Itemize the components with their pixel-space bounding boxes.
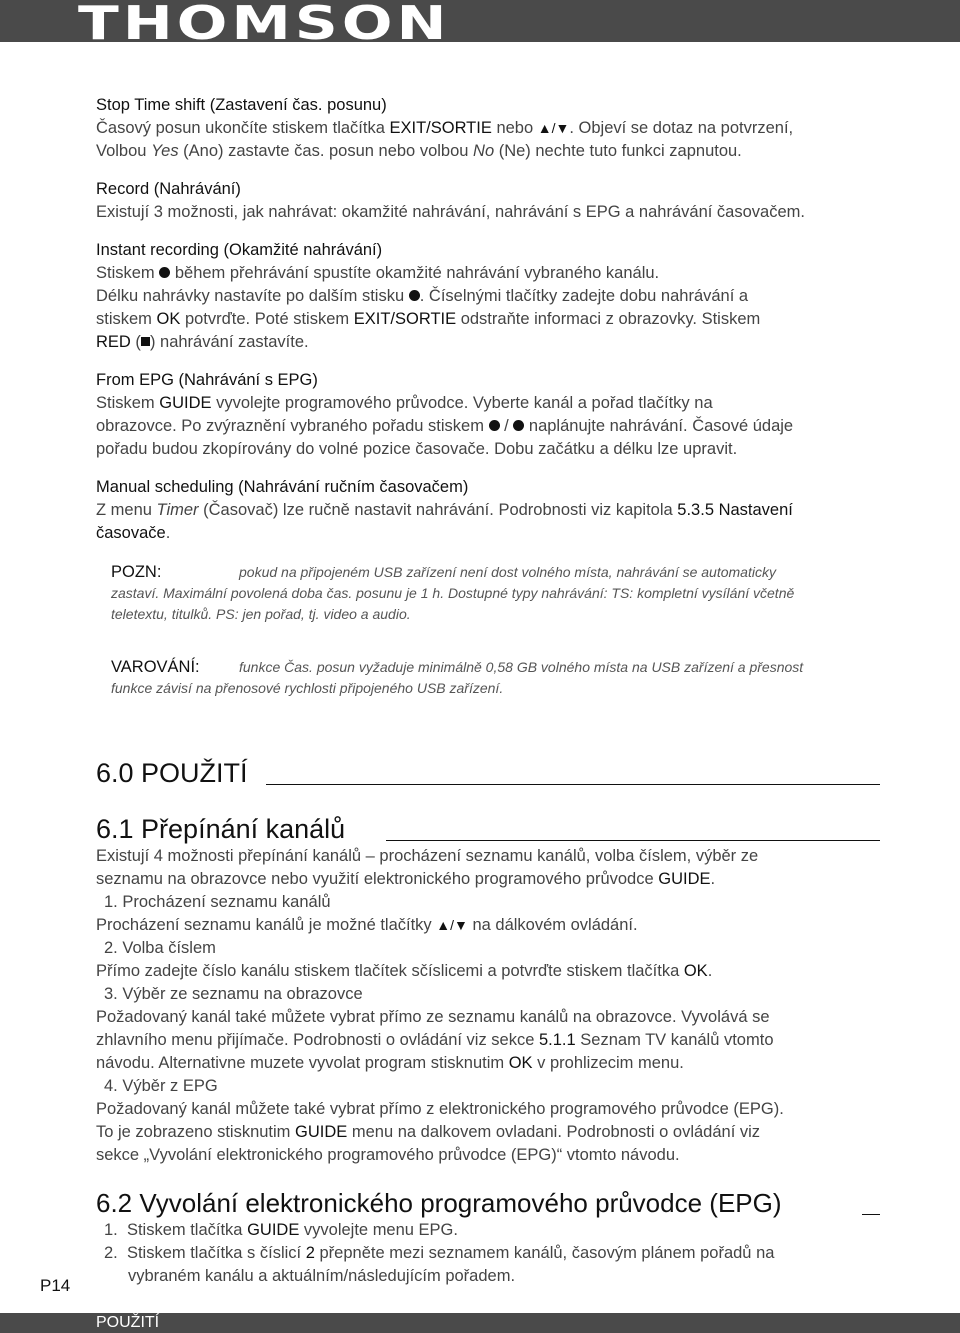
method-4-text: Požadovaný kanál můžete také vybrat přímo z elektronického programového průvodce (EPG). To je zobrazeno stisknutim GUIDE menu na dalkovem ovladani. Podrobnosti o ovládání viz sekce „Vyvolání elektronického programového průvodce (EPG)“ vtomto návodu. — [96, 1100, 784, 1164]
instant-recording-heading: Instant recording (Okamžité nahrávání) — [96, 241, 383, 259]
method-3-text: Požadovaný kanál také můžete vybrat přímo ze seznamu kanálů na obrazovce. Vyvolává se zhlavního menu přijímače. Podrobnosti o ovládání viz sekce 5.1.1 Seznam TV kanálů vtomto návodu. Alternativne muzete vyvolat program stisknutim OK v prohlizecim menu. — [96, 1008, 774, 1072]
heading-rule — [386, 840, 880, 841]
brand-logo: THOMSON — [78, 0, 451, 50]
up-down-arrows-icon: ▲/▼ — [537, 120, 570, 136]
method-4-title: 4. Výběr z EPG — [104, 1077, 218, 1095]
stop-square-icon — [141, 337, 150, 346]
stop-timeshift-text: Časový posun ukončíte stiskem tlačítka EXIT/SORTIE nebo ▲/▼. Objeví se dotaz na potvrzení, Volbou Yes (Ano) zastavte čas. posun nebo volbou No (Ne) nechte tuto funkci zapnutou. — [96, 119, 794, 160]
method-3-title: 3. Výběr ze seznamu na obrazovce — [104, 985, 363, 1003]
warning-label: VAROVÁNÍ: — [111, 658, 200, 676]
method-1-text: Procházení seznamu kanálů je možné tlačítky ▲/▼ na dálkovém ovládání. — [96, 916, 638, 934]
note-box: POZN: pokud na připojeném USB zařízení není dost volného místa, nahrávání se automaticky zastaví. Maximální povolená doba čas. posunu je 1 h. Dostupné typy nahrávání: TS: kompletní vysílání včetně teletextu, titulků. PS: jen pořad, tj. video a audio. — [111, 563, 795, 622]
record-heading: Record (Nahrávání) — [96, 180, 241, 198]
section-6-1-intro: Existují 4 možnosti přepínání kanálů – procházení seznamu kanálů, volba číslem, výběr ze seznamu na obrazovce nebo využití elektronického programového průvodce GUIDE. — [96, 847, 759, 888]
method-2-text: Přímo zadejte číslo kanálu stiskem tlačítek sčíslicemi a potvrďte stiskem tlačítka OK. — [96, 962, 713, 980]
epg-recording-heading: From EPG (Nahrávání s EPG) — [96, 371, 318, 389]
epg-recording-text: Stiskem GUIDE vyvolejte programového průvodce. Vyberte kanál a pořad tlačítky na obrazovce. Po zvýraznění vybraného pořadu stiskem / naplánujte nahrávání. Časové údaje pořadu budou zkopírovány do volné pozice časovače. Dobu začátku a délku lze upravit. — [96, 394, 794, 458]
manual-scheduling-text: Z menu Timer (Časovač) lze ručně nastavit nahrávání. Podrobnosti viz kapitola 5.3.5 Nastavení časovače. — [96, 501, 793, 542]
instant-recording-text: Stiskem během přehrávání spustíte okamžité nahrávání vybraného kanálu. Délku nahrávky nastavíte po dalším stisku . Číselnými tlačítky zadejte dobu nahrávání a stiskem OK potvrďte. Poté stiskem EXIT/SORTIE odstraňte informaci z obrazovky. Stiskem RED ( ) nahrávání zastavíte. — [96, 264, 761, 351]
record-dot-icon — [489, 420, 500, 431]
epg-step-1: 1. Stiskem tlačítka GUIDE vyvolejte menu EPG. — [104, 1221, 458, 1239]
heading-rule — [266, 784, 880, 785]
page-number: P14 — [40, 1276, 71, 1295]
record-dot-icon — [409, 290, 420, 301]
record-text: Existují 3 možnosti, jak nahrávat: okamžité nahrávání, nahrávání s EPG a nahrávání časovačem. — [96, 203, 805, 221]
up-down-arrows-icon: ▲/▼ — [436, 917, 468, 933]
warning-box: VAROVÁNÍ: funkce Čas. posun vyžaduje minimálně 0,58 GB volného místa na USB zařízení a přesnost funkce závisí na přenosové rychlosti připojeného USB zařízení. — [111, 658, 804, 696]
record-dot-icon — [159, 267, 170, 278]
heading-rule — [862, 1214, 880, 1215]
stop-timeshift-heading: Stop Time shift (Zastavení čas. posunu) — [96, 96, 387, 114]
method-1-title: 1. Procházení seznamu kanálů — [104, 893, 331, 911]
footer-section-label: POUŽITÍ — [96, 1314, 160, 1331]
page-content — [96, 94, 886, 1288]
section-6-2-heading: 6.2 Vyvolání elektronického programového průvodce (EPG) — [96, 1187, 886, 1219]
section-6-0-heading: 6.0 POUŽITÍ — [96, 757, 886, 789]
note-label: POZN: — [111, 563, 162, 581]
header-bar — [0, 0, 960, 50]
epg-step-2: 2. Stiskem tlačítka s číslicí 2 přepněte mezi seznamem kanálů, časovým plánem pořadů na vybraném kanálu a aktuálním/následujícím pořadem. — [104, 1244, 775, 1285]
record-dot-icon — [513, 420, 524, 431]
method-2-title: 2. Volba číslem — [104, 939, 216, 957]
manual-scheduling-heading: Manual scheduling (Nahrávání ručním časovačem) — [96, 478, 469, 496]
section-6-1-heading: 6.1 Přepínání kanálů — [96, 813, 886, 845]
